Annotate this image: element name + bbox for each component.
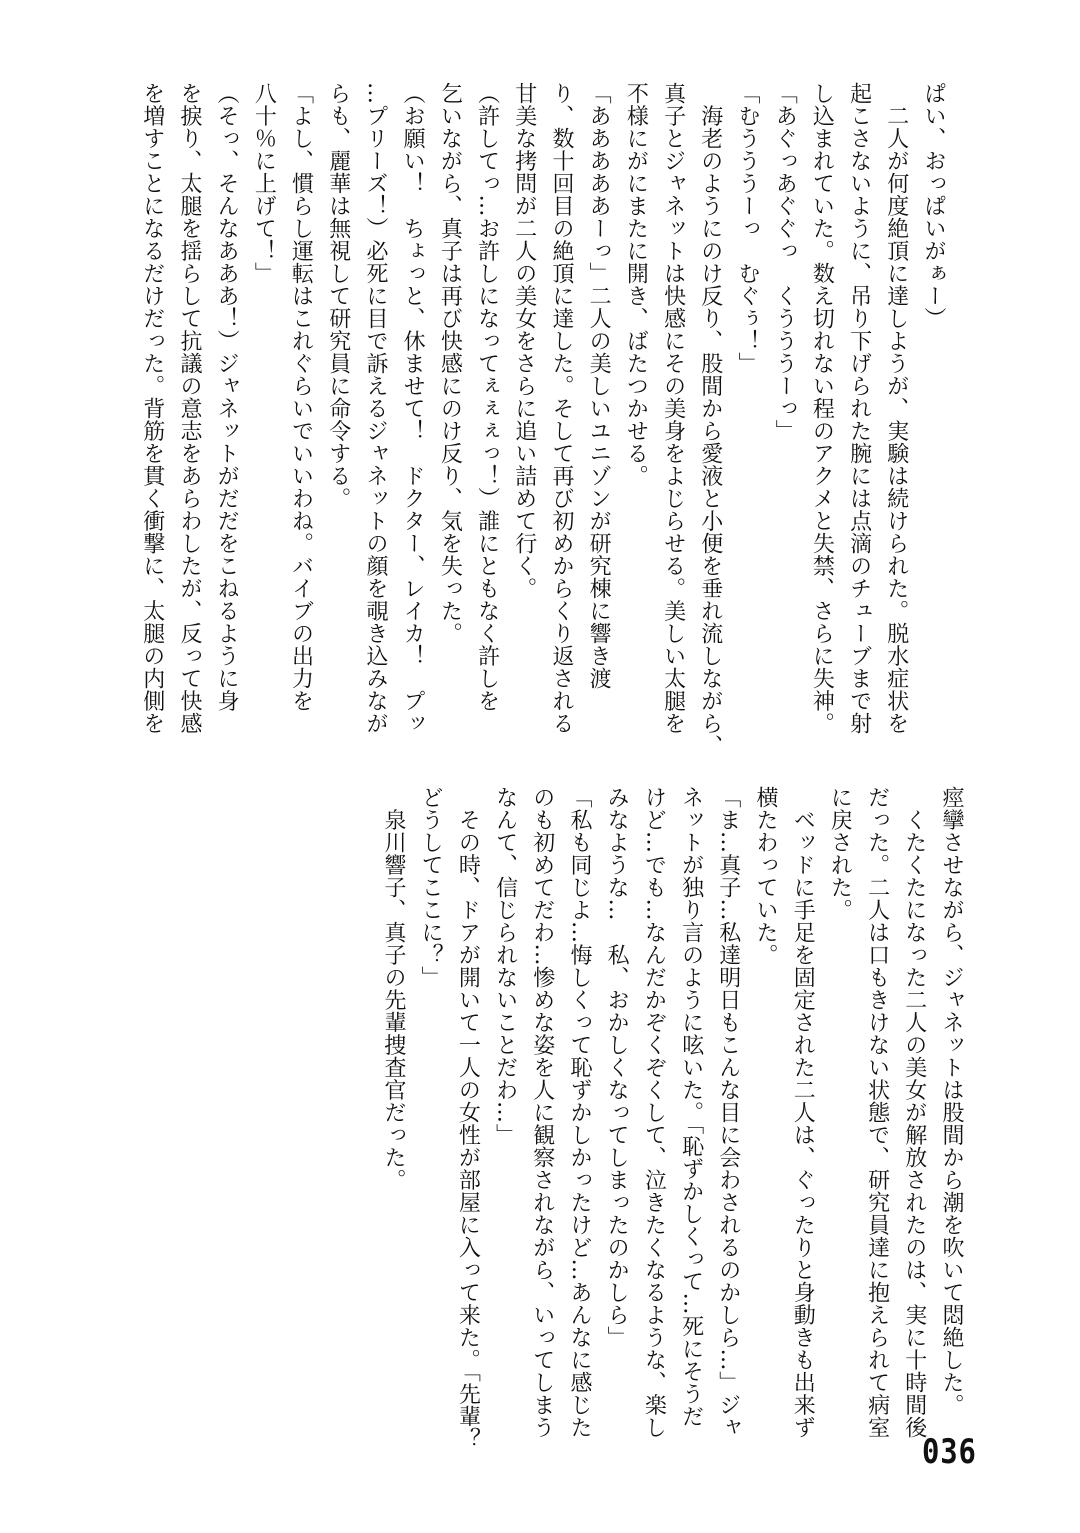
text-column: 痙攣させながら、ジャネットは股間から潮を吹いて悶絶した。 [939,786,964,1416]
text-column: 二人が何度絶頂に達しようが、実験は続けられた。脱水症状を [883,82,909,735]
text-column: くたくたになった二人の美女が解放されたのは、実に十時間後 [901,786,927,1439]
text-column: のも初めてだわ…惨めな姿を人に観察されながら、いってしまう [529,786,555,1439]
text-column: 不様にがにまたに開き、ばたつかせる。 [623,82,649,487]
lower-text-block [380,786,970,1486]
text-column: けど…でも…なんだかぞくぞくして、泣きたくなるような、楽し [641,786,667,1439]
text-column: 「あぐっあぐぐっ くうううーっ」 [772,82,798,442]
text-column: どうしてここに？」 [418,786,444,989]
text-column: （お願い！ ちょっと、休ませて！ ドクター、レイカ！ プッ [400,82,426,735]
text-column: 八十％に上げて！」 [251,82,277,285]
text-column: 「ま…真子…私達明日もこんな目に会わされるのかしら…」ジャ [715,786,741,1439]
text-column: みなような… 私、おかしくなってしまったのかしら」 [604,786,630,1349]
text-column: を増すことになるだけだった。背筋を貫く衝撃に、太腿の内側を [139,82,165,735]
text-column: 海老のようにのけ反り、股間から愛液と小便を垂れ流しながら、 [697,82,723,757]
text-column: ベッドに手足を固定された二人は、ぐったりと身動きも出来ず [790,786,816,1439]
text-column: 起こさないように、吊り下げられた腕には点滴のチューブまで射 [846,82,872,735]
text-column: 甘美な拷問が二人の美女をさらに追い詰めて行く。 [511,82,537,600]
text-column: を捩り、太腿を揺らして抗議の意志をあらわしたが、反って快感 [176,82,202,735]
text-column: 真子とジャネットは快感にその美身をよじらせる。美しい太腿を [660,82,686,735]
text-column: （許してっ…お許しになってぇぇぇっ！）誰にともなく許しを [474,82,500,712]
text-column: 「あああああーっ」二人の美しいユニゾンが研究棟に響き渡 [586,82,612,690]
text-column: その時、ドアが開いて一人の女性が部屋に入って来た。「先輩？ [455,786,481,1450]
text-column: し込まれていた。数え切れない程のアクメと失禁、さらに失神。 [809,82,835,735]
text-column: らも、麗華は無視して研究員に命令する。 [325,82,351,510]
text-column: 泉川響子、真子の先輩捜査官だった。 [380,786,406,1191]
text-column: り、数十回目の絶頂に達した。そして再び初めからくり返される [548,82,574,735]
text-column: 「私も同じよ…悔しくって恥ずかしかったけど…あんなに感じた [566,786,592,1439]
text-column: （そっ、そんなあああ！）ジャネットがだだをこねるように身 [214,82,240,712]
page-number: 036 [922,1432,977,1472]
text-column: 横たわっていた。 [752,786,778,966]
upper-text-block [122,82,952,770]
text-column: なんて、信じられないことだわ…」 [492,786,518,1146]
text-column: 乞いながら、真子は再び快感にのけ反り、気を失った。 [437,82,463,645]
text-column: だった。二人は口もきけない状態で、研究員達に抱えられて病室 [864,786,890,1439]
text-column: …プリーズ！）必死に目で訴えるジャネットの顔を覗き込みなが [362,82,388,735]
text-column: 「よし、慣らし運転はこれぐらいでいいわね。バイブの出力を [288,82,314,712]
text-column: ぱい、おっぱいがぁー） [921,82,946,330]
text-column: 「むうううーっ むぐぅ！」 [734,82,760,375]
text-column: ネットが独り言のように呟いた。「恥ずかしくって…死にそうだ [678,786,704,1428]
text-column: に戻された。 [827,786,853,921]
